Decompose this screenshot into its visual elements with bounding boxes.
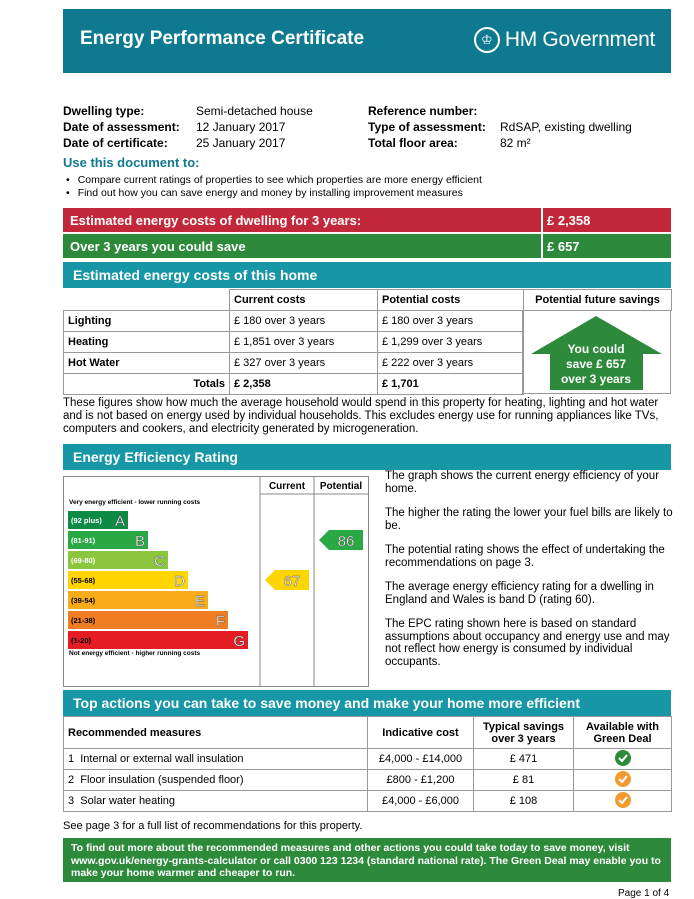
page-number: Page 1 of 4	[618, 888, 670, 899]
band-letter: B	[134, 533, 145, 550]
savings-bar	[63, 234, 671, 258]
actions-section-heading: Top actions you can take to save money and make your home more efficient	[63, 690, 671, 716]
current-cost-cell: £ 327 over 3 years	[230, 353, 378, 374]
table-row	[64, 770, 672, 791]
band-letter: E	[194, 593, 205, 610]
rating-band-g	[68, 631, 248, 649]
dwelling-type-value: Semi-detached house	[196, 104, 313, 118]
row-label: Hot Water	[64, 353, 230, 374]
type-of-assessment-value: RdSAP, existing dwelling	[500, 120, 632, 134]
savings-cell: £ 471	[474, 749, 574, 770]
date-certificate-value: 25 January 2017	[196, 136, 286, 150]
blank-header	[64, 290, 230, 311]
costs-section-heading: Estimated energy costs of this home	[63, 262, 671, 288]
band-letter: G	[233, 633, 245, 650]
band-range-label: (21-38)	[71, 616, 96, 625]
potential-costs-header: Potential costs	[378, 290, 524, 311]
totals-current: £ 2,358	[230, 374, 378, 395]
band-range-label: (39-54)	[71, 596, 96, 605]
savings-arrow-icon	[531, 316, 662, 390]
orange-check-icon	[615, 771, 631, 787]
type-of-assessment-label: Type of assessment:	[368, 120, 486, 134]
row-label: Heating	[64, 332, 230, 353]
floor-area-value: 82 m²	[500, 136, 531, 150]
hm-government-logo	[474, 27, 655, 53]
rating-paragraph: The potential rating shows the effect of undertaking the recommendations on page 3.	[385, 544, 665, 569]
band-range-label: (69-80)	[71, 556, 96, 565]
potential-column-header: Potential	[319, 481, 363, 492]
reference-number-label: Reference number:	[368, 104, 478, 118]
rating-paragraph: The EPC rating shown here is based on standard assumptions about occupancy and energy use and may not reflect how energy is consumed by individual occupants.	[385, 618, 670, 668]
top-efficiency-label: Very energy efficient - lower running costs	[69, 499, 201, 506]
table-row	[64, 749, 672, 770]
measure-cell	[64, 791, 368, 812]
floor-area-label: Total floor area:	[368, 136, 458, 150]
orange-check-icon	[615, 792, 631, 808]
estimated-cost-value: £ 2,358	[541, 208, 590, 232]
table-header-row	[64, 717, 672, 749]
costs-note: These figures show how much the average household would spend in this property for heating, lighting and hot water and is not based on energy used by individual households. This excludes energy use for running appliances like TVs, computers and cookers, and electricity generated by microgeneration.	[63, 397, 659, 435]
cost-cell: £800 - £1,200	[368, 770, 474, 791]
cost-header: Indicative cost	[368, 717, 474, 749]
current-cost-cell: £ 180 over 3 years	[230, 311, 378, 332]
arrow-line-2: save £ 657	[565, 357, 627, 371]
royal-crest-icon: ♔	[474, 27, 500, 53]
current-costs-header: Current costs	[230, 290, 378, 311]
measure-number: 3	[68, 795, 75, 807]
potential-rating-value: 86	[337, 533, 355, 550]
dwelling-type-label: Dwelling type:	[63, 104, 145, 118]
band-letter: C	[154, 553, 165, 570]
energy-rating-chart	[63, 476, 369, 688]
band-range-label: (81-91)	[71, 536, 96, 545]
current-rating-value: 67	[283, 573, 301, 590]
bottom-efficiency-label: Not energy efficient - higher running costs	[69, 650, 201, 657]
header-banner	[63, 9, 671, 73]
potential-cost-cell: £ 180 over 3 years	[378, 311, 524, 332]
cost-cell: £4,000 - £14,000	[368, 749, 474, 770]
hm-government-text: HM Government	[504, 28, 655, 51]
table-row	[64, 791, 672, 812]
date-assessment-label: Date of assessment:	[63, 120, 180, 134]
arrow-line-1: You could	[567, 342, 625, 356]
savings-cell: £ 81	[474, 770, 574, 791]
measure-cell	[64, 770, 368, 791]
estimated-cost-label: Estimated energy costs of dwelling for 3 years:	[70, 213, 362, 228]
use-document-list	[66, 174, 482, 200]
measure-number: 2	[68, 774, 75, 786]
green-deal-footer: To find out more about the recommended measures and other actions you could take today to save money, visit www.gov.uk/energy-grants-calculator or call 0300 123 1234 (standard national rate). The Green Deal may enable you to make your home warmer and cheaper to run.	[63, 838, 671, 882]
estimated-cost-bar	[63, 208, 671, 232]
cost-cell: £4,000 - £6,000	[368, 791, 474, 812]
future-savings-header: Potential future savings	[524, 290, 672, 311]
band-range-label: (1-20)	[71, 636, 92, 645]
date-certificate-label: Date of certificate:	[63, 136, 168, 150]
list-item: • Find out how you can save energy and money by installing improvement measures	[66, 187, 482, 200]
rating-paragraph: The higher the rating the lower your fuel bills are likely to be.	[385, 507, 673, 532]
green-deal-cell	[574, 749, 672, 770]
savings-value: £ 657	[541, 234, 580, 258]
document-title: Energy Performance Certificate	[80, 28, 365, 49]
see-page-note: See page 3 for a full list of recommendations for this property.	[63, 820, 363, 832]
measure-name: Floor insulation (suspended floor)	[80, 774, 244, 786]
band-range-label: (92 plus)	[71, 516, 102, 525]
arrow-line-3: over 3 years	[560, 372, 632, 386]
table-header-row	[64, 290, 672, 311]
green-deal-cell	[574, 770, 672, 791]
potential-cost-cell: £ 1,299 over 3 years	[378, 332, 524, 353]
current-cost-cell: £ 1,851 over 3 years	[230, 332, 378, 353]
current-column-header: Current	[268, 481, 306, 492]
green-deal-header: Available with Green Deal	[574, 717, 672, 749]
totals-potential: £ 1,701	[378, 374, 524, 395]
measure-number: 1	[68, 753, 75, 765]
use-document-title: Use this document to:	[63, 155, 200, 170]
actions-table	[63, 716, 672, 812]
rating-paragraph: The graph shows the current energy efficiency of your home.	[385, 470, 660, 495]
band-letter: F	[215, 613, 225, 630]
measure-name: Internal or external wall insulation	[80, 753, 244, 765]
green-check-icon	[615, 750, 631, 766]
rating-explanation	[385, 470, 675, 680]
list-item: • Compare current ratings of properties to see which properties are more energy efficient	[66, 174, 482, 187]
measures-header: Recommended measures	[64, 717, 368, 749]
date-assessment-value: 12 January 2017	[196, 120, 286, 134]
potential-cost-cell: £ 222 over 3 years	[378, 353, 524, 374]
savings-cell: £ 108	[474, 791, 574, 812]
green-deal-cell	[574, 791, 672, 812]
rating-paragraph: The average energy efficiency rating for a dwelling in England and Wales is band D (rating 60).	[385, 581, 654, 606]
savings-label: Over 3 years you could save	[70, 239, 246, 254]
measure-name: Solar water heating	[80, 795, 176, 807]
row-label: Lighting	[64, 311, 230, 332]
savings-header: Typical savings over 3 years	[474, 717, 574, 749]
band-letter: A	[114, 513, 125, 530]
rating-section-heading: Energy Efficiency Rating	[63, 444, 671, 470]
band-range-label: (55-68)	[71, 576, 96, 585]
band-letter: D	[174, 573, 185, 590]
totals-label: Totals	[64, 374, 230, 395]
measure-cell	[64, 749, 368, 770]
